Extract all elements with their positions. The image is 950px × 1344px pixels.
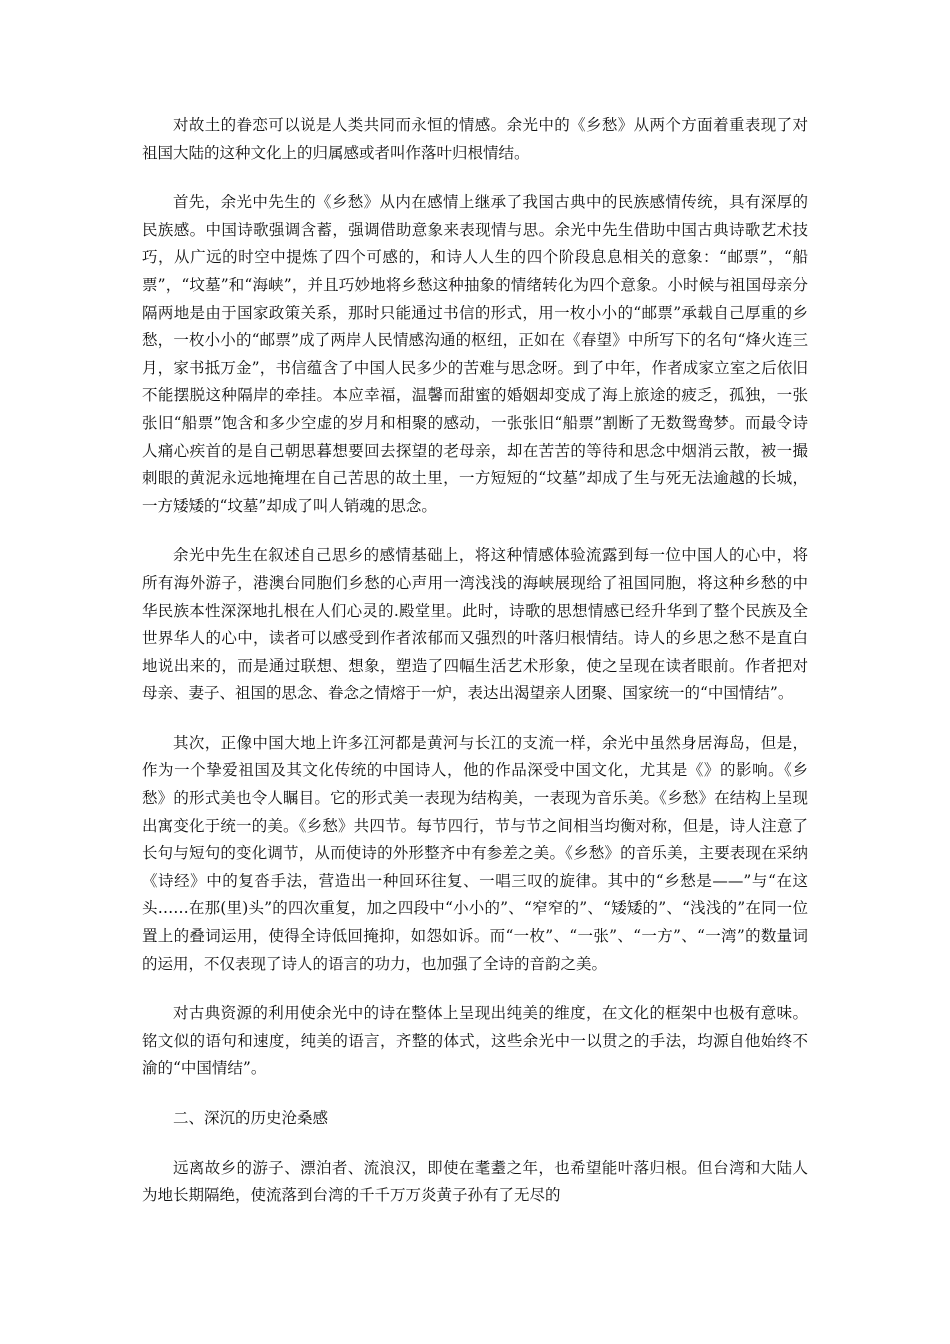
paragraph-classical-resources: 对古典资源的利用使余光中的诗在整体上呈现出纯美的维度，在文化的框架中也极有意味。铭文似的语句和速度，纯美的语言，齐整的体式，这些余光中一以贯之的手法，均源自他始终不渝的“中国情结”。 (142, 1004, 808, 1078)
document-body (142, 112, 808, 1232)
paragraph-second-point: 其次，正像中国大地上许多江河都是黄河与长江的支流一样，余光中虽然身居海岛，但是，作为一个挚爱祖国及其文化传统的中国诗人，他的作品深受中国文化，尤其是《》的影响。《乡愁》的形式美也令人瞩目。它的形式美一表现为结构美，一表现为音乐美。《乡愁》在结构上呈现出寓变化于统一的美。《乡愁》共四节。每节四行，节与节之间相当均衡对称，但是，诗人注意了长句与短句的变化调节，从而使诗的外形整齐中有参差之美。《乡愁》的音乐美，主要表现在采纳《诗经》中的复沓手法，营造出一种回环往复、一唱三叹的旋律。其中的“乡愁是——”与“在这头……在那(里)头”的四次重复，加之四段中“小小的”、“窄窄的”、“矮矮的”、“浅浅的”在同一位置上的叠词运用，使得全诗低回掩抑，如怨如诉。而“一枚”、“一张”、“一方”、“一湾”的数量词的运用，不仅表现了诗人的语言的功力，也加强了全诗的音韵之美。 (142, 733, 808, 973)
paragraph-final: 远离故乡的游子、漂泊者、流浪汉，即使在耄耋之年，也希望能叶落归根。但台湾和大陆人为地长期隔绝，使流落到台湾的千千万万炎黄子孙有了无尽的 (142, 1158, 808, 1205)
paragraph-intro: 对故土的眷恋可以说是人类共同而永恒的情感。余光中的《乡愁》从两个方面着重表现了对祖国大陆的这种文化上的归属感或者叫作落叶归根情结。 (142, 116, 808, 162)
paragraph-emotion: 余光中先生在叙述自己思乡的感情基础上，将这种情感体验流露到每一位中国人的心中，将所有海外游子，港澳台同胞们乡愁的心声用一湾浅浅的海峡展现给了祖国同胞，将这种乡愁的中华民族本性深深地扎根在人们心灵的.殿堂里。此时，诗歌的思想情感已经升华到了整个民族及全世界华人的心中，读者可以感受到作者浓郁而又强烈的叶落归根情结。诗人的乡思之愁不是直白地说出来的，而是通过联想、想象，塑造了四幅生活艺术形象，使之呈现在读者眼前。作者把对母亲、妻子、祖国的思念、眷念之情熔于一炉，表达出渴望亲人团聚、国家统一的“中国情结”。 (142, 546, 808, 703)
section-heading: 二、深沉的历史沧桑感 (173, 1109, 329, 1127)
paragraph-first-point: 首先，余光中先生的《乡愁》从内在感情上继承了我国古典中的民族感情传统，具有深厚的民族感。中国诗歌强调含蓄，强调借助意象来表现情与思。余光中先生借助中国古典诗歌艺术技巧，从广远的时空中提炼了四个可感的，和诗人人生的四个阶段息息相关的意象：“邮票”，“船票”，“坟墓”和“海峡”，并且巧妙地将乡愁这种抽象的情绪转化为四个意象。小时候与祖国母亲分隔两地是由于国家政策关系，那时只能通过书信的形式，用一枚小小的“邮票”承载自己厚重的乡愁，一枚小小的“邮票”成了两岸人民情感沟通的枢纽，正如在《春望》中所写下的名句“烽火连三月，家书抵万金”，书信蕴含了中国人民多少的苦难与思念呀。到了中年，作者成家立室之后依旧不能摆脱这种隔岸的牵挂。本应幸福，温馨而甜蜜的婚姻却变成了海上旅途的疲乏，孤独，一张张旧“船票”饱含和多少空虚的岁月和相聚的感动，一张张旧“船票”割断了无数鸳鸯梦。而最令诗人痛心疾首的是自己朝思暮想要回去探望的老母亲，却在苦苦的等待和思念中烟消云散，被一撮刺眼的黄泥永远地掩埋在自己苦思的故土里，一方短短的“坟墓”却成了生与死无法逾越的长城，一方矮矮的“坟墓”却成了叫人销魂的思念。 (142, 193, 808, 515)
